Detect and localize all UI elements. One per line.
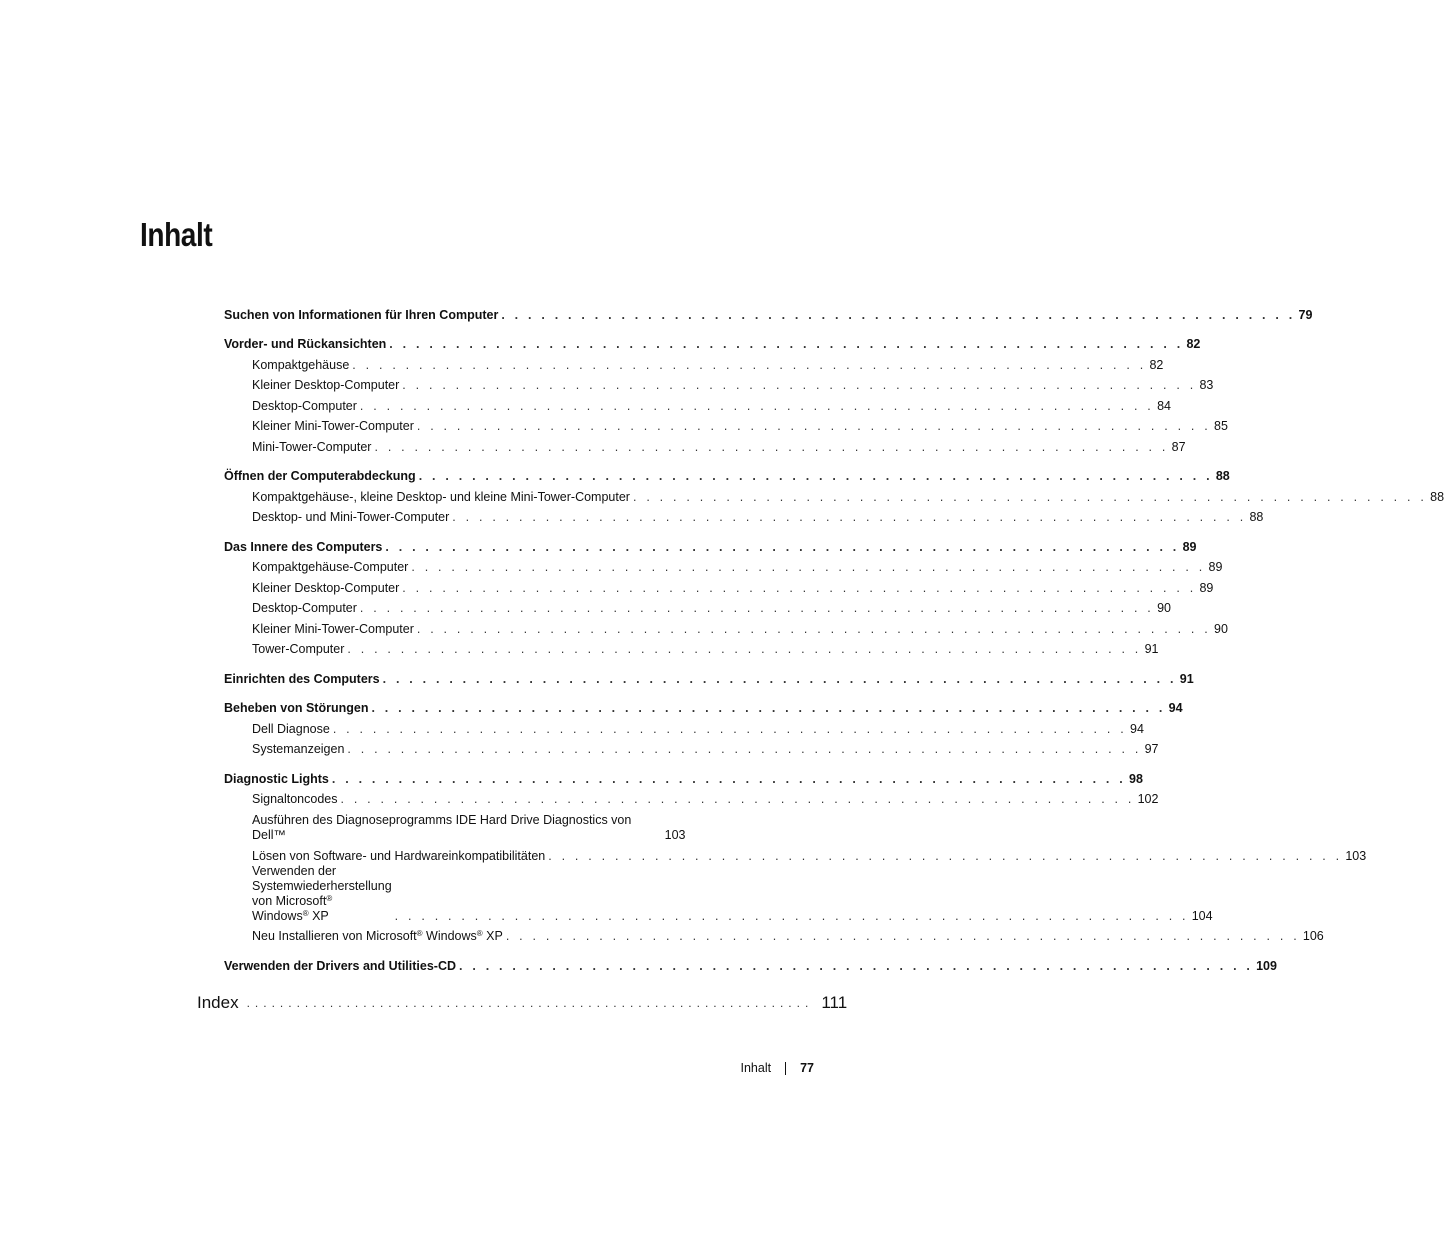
- leader-dots: . . . . . . . . . . . . . . . . . . . . . . . . . . . . . . . . . . . . . . . . . . . . . . . . . . . . . . . . . . . .: [459, 958, 1254, 973]
- leader-dots: . . . . . . . . . . . . . . . . . . . . . . . . . . . . . . . . . . . . . . . . . . . . . . . . . . . . . . . . . . . .: [452, 510, 1247, 524]
- toc-index-label: Index: [197, 993, 239, 1012]
- toc-entry-label: Öffnen der Computerabdeckung: [224, 469, 416, 483]
- toc-entry-label: Kompaktgehäuse-, kleine Desktop- und kleine Mini-Tower-Computer: [252, 489, 630, 504]
- page-title: Inhalt: [140, 216, 213, 253]
- toc-entry-label: Mini-Tower-Computer: [252, 439, 372, 454]
- toc-entry-label: Neu Installieren von Microsoft® Windows® XP: [252, 929, 503, 943]
- toc-entry-label: Kleiner Mini-Tower-Computer: [252, 621, 414, 636]
- leader-dots: . . . . . . . . . . . . . . . . . . . . . . . . . . . . . . . . . . . . . . . . . . . . . . . . . . . . . . . . . . . .: [332, 721, 1127, 736]
- leader-dots: . . . . . . . . . . . . . . . . . . . . . . . . . . . . . . . . . . . . . . . . . . . . . . . . . . . . . . . . . . . .: [347, 642, 1142, 656]
- leader-dots: . . . . . . . . . . . . . . . . . . . . . . . . . . . . . . . . . . . . . . . . . . . . . . . . . . . . . . . . . . . .: [411, 560, 1206, 574]
- toc-entry-label: Lösen von Software- und Hardwareinkompatibilitäten: [252, 848, 546, 863]
- toc-entry-label: Kompaktgehäuse: [252, 357, 350, 372]
- toc-entry-label: Desktop-Computer: [252, 601, 357, 615]
- toc-entry[interactable]: [224, 766, 1143, 787]
- toc-entry-page: 88: [1430, 489, 1444, 504]
- toc-entry-page: 103: [1345, 848, 1367, 863]
- toc-entry-label: Desktop-Computer: [252, 398, 357, 413]
- toc-subentry[interactable]: [224, 616, 1228, 637]
- toc-section: [224, 696, 1183, 758]
- toc-entry-label: Kleiner Desktop-Computer: [252, 378, 400, 392]
- leader-dots: . . . . . . . . . . . . . . . . . . . . . . . . . . . . . . . . . . . . . . . . . . . . . . . . . . . . . . . . . . . .: [548, 848, 1343, 863]
- toc-section: [224, 302, 1313, 323]
- toc-section: [224, 534, 1228, 657]
- toc-entry[interactable]: [224, 332, 1201, 353]
- toc-entry[interactable]: [224, 666, 1194, 687]
- toc-subentry[interactable]: [224, 352, 1164, 373]
- toc-entry-label: Systemanzeigen: [252, 742, 345, 756]
- toc-subentry[interactable]: [224, 596, 1171, 617]
- footer-page-number: 77: [800, 1061, 814, 1075]
- leader-dots: . . . . . . . . . . . . . . . . . . . . . . . . . . . . . . . . . . . . . . . . . . . . . . . . . . . . . . . . . . . .: [402, 580, 1197, 595]
- toc-entry-label: Das Innere des Computers: [224, 539, 383, 554]
- toc-subentry[interactable]: [224, 924, 1324, 945]
- footer-section: Inhalt: [740, 1061, 772, 1075]
- toc-subentry[interactable]: [224, 637, 1159, 658]
- toc-section: [224, 464, 1444, 526]
- toc-entry-page: 102: [1137, 792, 1159, 806]
- toc-entry-label: Tower-Computer: [252, 642, 345, 656]
- leader-dots: . . . . . . . . . . . . . . . . . . . . . . . . . . . . . . . . . . . . . . . . . . . . . . . . . . . . . . . . . . . .: [501, 307, 1296, 322]
- toc-subentry[interactable]: [224, 716, 1144, 737]
- leader-dots: . . . . . . . . . . . . . . . . . . . . . . . . . . . . . . . . . . . . . . . . . . . . . . . . . . . . . . . . . . . .: [359, 398, 1154, 413]
- toc-section: [224, 332, 1228, 455]
- footer-separator: [785, 1062, 786, 1075]
- toc-entry-page: 82: [1149, 357, 1164, 372]
- toc-entry[interactable]: [224, 953, 1277, 974]
- leader-dots: . . . . . . . . . . . . . . . . . . . . . . . . . . . . . . . . . . . . . . . . . . . . . . . . . . . . . . . . . . . .: [347, 742, 1142, 756]
- toc-entry-page: 91: [1144, 642, 1159, 656]
- leader-dots: . . . . . . . . . . . . . . . . . . . . . . . . . . . . . . . . . . . . . . . . . . . . . . . . . . . . . . . . . . . .: [394, 908, 1189, 923]
- toc-subentry[interactable]: [224, 807, 685, 843]
- toc-entry-page: 91: [1179, 671, 1194, 686]
- toc-entry-page: 90: [1214, 621, 1228, 636]
- toc-entry-page: 89: [1182, 539, 1197, 554]
- toc-entry-label: Vorder- und Rückansichten: [224, 337, 387, 351]
- toc-entry-label: Diagnostic Lights: [224, 771, 329, 786]
- toc-subentry[interactable]: [224, 505, 1264, 526]
- toc-entry-label: Kleiner Mini-Tower-Computer: [252, 419, 414, 433]
- toc-section: [224, 766, 1367, 944]
- table-of-contents: [224, 302, 1444, 983]
- leader-dots: . . . . . . . . . . . . . . . . . . . . . . . . . . . . . . . . . . . . . . . . . . . . . . . . . . . . . . . . . . . .: [374, 439, 1169, 454]
- leader-dots: . . . . . . . . . . . . . . . . . . . . . . . . . . . . . . . . . . . . . . . . . . . . . . . . . . . . . . . . . . . .: [382, 671, 1177, 686]
- toc-entry-label: Dell Diagnose: [252, 721, 330, 736]
- leader-dots: . . . . . . . . . . . . . . . . . . . . . . . . . . . . . . . . . . . . . . . . . . . . . . . . . . . . . . . . . . . .: [402, 378, 1197, 392]
- toc-entry-page: 98: [1129, 771, 1143, 786]
- toc-entry-page: 82: [1186, 337, 1201, 351]
- toc-entry-label: Verwenden der Drivers and Utilities-CD: [224, 958, 457, 973]
- toc-subentry[interactable]: [224, 373, 1214, 394]
- toc-entry-label: Einrichten des Computers: [224, 671, 380, 686]
- toc-subentry[interactable]: [224, 555, 1223, 576]
- toc-index-page: 111: [821, 993, 848, 1012]
- leader-dots: . . . . . . . . . . . . . . . . . . . . . . . . . . . . . . . . . . . . . . . . . . . . . . . . . . . . . . . . . . . .: [416, 419, 1211, 433]
- toc-subentry[interactable]: [224, 843, 1367, 864]
- toc-entry[interactable]: [224, 534, 1197, 555]
- toc-entry-label: Beheben von Störungen: [224, 701, 369, 715]
- leader-dots: . . . . . . . . . . . . . . . . . . . . . . . . . . . . . . . . . . . . . . . . . . . . . . . . . . . . . . . . . . . .: [352, 357, 1147, 372]
- toc-entry-page: 79: [1298, 307, 1313, 322]
- toc-entry-page: 104: [1191, 908, 1213, 923]
- toc-entry-page: 90: [1157, 601, 1171, 615]
- toc-entry-page: 84: [1157, 398, 1171, 413]
- leader-dots: . . . . . . . . . . . . . . . . . . . . . . . . . . . . . . . . . . . . . . . . . . . . . . . . . . . . . . . . . . . .: [340, 792, 1135, 806]
- leader-dots: . . . . . . . . . . . . . . . . . . . . . . . . . . . . . . . . . . . . . . . . . . . . . . . . . . . . . . . . . . . .: [505, 929, 1300, 943]
- leader-dots: . . . . . . . . . . . . . . . . . . . . . . . . . . . . . . . . . . . . . . . . . . . . . . . . . . . . . . . . . . . .: [632, 489, 1428, 504]
- toc-entry-page: 88: [1215, 469, 1230, 483]
- toc-subentry[interactable]: [224, 737, 1159, 758]
- leader-dots: . . . . . . . . . . . . . . . . . . . . . . . . . . . . . . . . . . . . . . . . . . . . . . . . . . . . . . . . . . . .: [389, 337, 1184, 351]
- toc-entry-label: Ausführen des Diagnoseprogramms IDE Hard Drive Diagnostics von Dell™: [252, 813, 632, 842]
- toc-entry-page: 97: [1144, 742, 1159, 756]
- leader-dots: ....................................................................: [246, 996, 814, 1010]
- toc-section: [224, 953, 1277, 974]
- toc-entry-page: 109: [1256, 958, 1277, 973]
- leader-dots: . . . . . . . . . . . . . . . . . . . . . . . . . . . . . . . . . . . . . . . . . . . . . . . . . . . . . . . . . . . .: [416, 621, 1211, 636]
- toc-entry-page: 88: [1249, 510, 1264, 524]
- toc-entry-page: 89: [1208, 560, 1223, 574]
- leader-dots: . . . . . . . . . . . . . . . . . . . . . . . . . . . . . . . . . . . . . . . . . . . . . . . . . . . . . . . . . . . .: [331, 771, 1126, 786]
- toc-entry[interactable]: [224, 302, 1313, 323]
- toc-subentry[interactable]: [224, 434, 1186, 455]
- toc-entry[interactable]: [224, 696, 1183, 717]
- toc-entry[interactable]: [224, 464, 1230, 485]
- toc-subentry[interactable]: [224, 484, 1444, 505]
- toc-subentry[interactable]: [224, 393, 1171, 414]
- leader-dots: . . . . . . . . . . . . . . . . . . . . . . . . . . . . . . . . . . . . . . . . . . . . . . . . . . . . . . . . . . . .: [418, 469, 1213, 483]
- toc-entry-label: Verwenden der Systemwiederherstellung von Microsoft® Windows® XP: [252, 863, 392, 923]
- toc-entry-page: 106: [1302, 929, 1324, 943]
- toc-entry-label: Desktop- und Mini-Tower-Computer: [252, 510, 450, 524]
- toc-section: [224, 666, 1194, 687]
- toc-entry-label: Kleiner Desktop-Computer: [252, 580, 400, 595]
- toc-index-entry[interactable]: [197, 992, 848, 1014]
- toc-subentry[interactable]: [224, 575, 1214, 596]
- toc-entry-page: 85: [1214, 419, 1228, 433]
- toc-subentry[interactable]: [224, 414, 1228, 435]
- toc-entry-label: Signaltoncodes: [252, 792, 338, 806]
- toc-subentry[interactable]: [224, 863, 1213, 924]
- toc-entry-page: 103: [664, 828, 686, 842]
- toc-entry-label: Suchen von Informationen für Ihren Computer: [224, 307, 499, 322]
- toc-entry-page: 94: [1130, 721, 1144, 736]
- leader-dots: . . . . . . . . . . . . . . . . . . . . . . . . . . . . . . . . . . . . . . . . . . . . . . . . . . . . . . . . . . . .: [371, 701, 1166, 715]
- toc-subentry[interactable]: [224, 787, 1159, 808]
- toc-entry-page: 94: [1168, 701, 1183, 715]
- leader-dots: . . . . . . . . . . . . . . . . . . . . . . . . . . . . . . . . . . . . . . . . . . . . . . . . . . . . . . . . . . . .: [385, 539, 1180, 554]
- toc-entry-label: Kompaktgehäuse-Computer: [252, 560, 409, 574]
- toc-entry-page: 89: [1199, 580, 1214, 595]
- leader-dots: . . . . . . . . . . . . . . . . . . . . . . . . . . . . . . . . . . . . . . . . . . . . . . . . . . . . . . . . . . . .: [359, 601, 1154, 615]
- toc-entry-page: 87: [1171, 439, 1186, 454]
- page-footer: [741, 1061, 815, 1075]
- toc-entry-page: 83: [1199, 378, 1214, 392]
